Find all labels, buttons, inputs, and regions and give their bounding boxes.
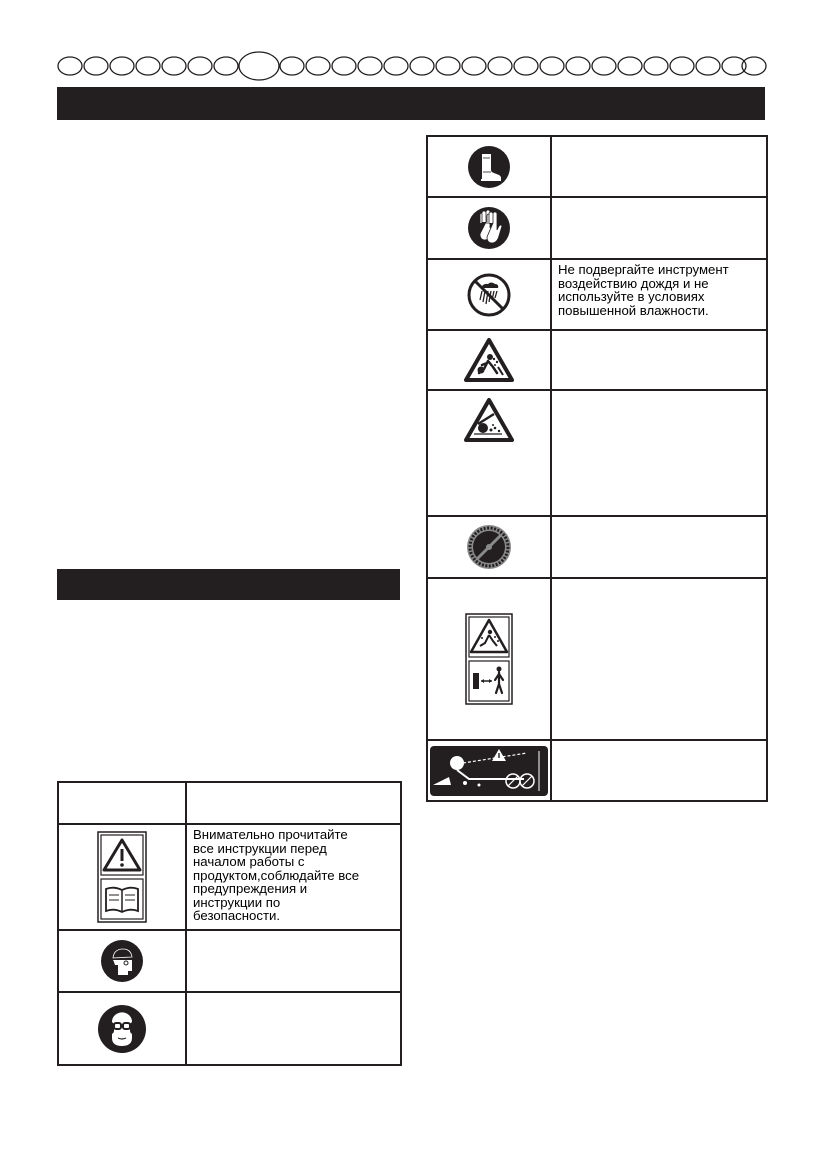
section-title-bar bbox=[57, 87, 765, 120]
table-row bbox=[427, 330, 767, 390]
symbol-cell bbox=[58, 930, 186, 992]
safety-boots-icon bbox=[467, 145, 511, 189]
description-cell bbox=[551, 197, 767, 259]
saw-blade-icon bbox=[466, 524, 512, 570]
page-tab bbox=[592, 57, 616, 75]
instruction-text bbox=[187, 825, 400, 923]
text-line: воздействию дождя и не bbox=[558, 275, 709, 291]
page-tab bbox=[462, 57, 486, 75]
description-cell bbox=[551, 390, 767, 516]
page-tab bbox=[618, 57, 642, 75]
blade-thrust-warning-label-icon bbox=[429, 745, 549, 797]
page-tab bbox=[644, 57, 668, 75]
page-tab bbox=[488, 57, 512, 75]
symbols-table-right bbox=[426, 135, 768, 802]
page-tab bbox=[540, 57, 564, 75]
text-line: Не подвергайте инструмент bbox=[558, 262, 729, 277]
page-tab bbox=[214, 57, 238, 75]
table-row bbox=[58, 824, 401, 930]
page-tab bbox=[110, 57, 134, 75]
page-tab bbox=[332, 57, 356, 75]
page-tab bbox=[514, 57, 538, 75]
description-cell bbox=[551, 578, 767, 740]
description-cell bbox=[551, 136, 767, 197]
instruction-text bbox=[552, 260, 766, 317]
header-description-cell bbox=[186, 782, 401, 824]
symbol-cell bbox=[427, 390, 551, 516]
text-line: Внимательно прочитайте bbox=[193, 827, 348, 842]
no-rain-icon bbox=[466, 272, 512, 318]
table-row bbox=[427, 136, 767, 197]
description-cell bbox=[186, 992, 401, 1065]
subsection-title-bar bbox=[57, 569, 400, 600]
table-row bbox=[427, 197, 767, 259]
thrown-objects-warning-icon bbox=[464, 337, 514, 383]
text-line: безопасности. bbox=[193, 908, 281, 923]
keep-bystanders-away-icon bbox=[465, 613, 513, 705]
eye-ear-protection-icon bbox=[97, 1004, 147, 1054]
description-cell bbox=[551, 740, 767, 801]
symbols-table-left bbox=[57, 781, 402, 1066]
symbol-cell bbox=[427, 516, 551, 578]
description-cell bbox=[551, 259, 767, 330]
text-line: инструкции по bbox=[193, 894, 281, 910]
page-tab bbox=[358, 57, 382, 75]
symbol-cell bbox=[427, 330, 551, 390]
table-row bbox=[427, 740, 767, 801]
page-tab bbox=[58, 57, 82, 75]
page-tab bbox=[188, 57, 212, 75]
ricochet-warning-icon bbox=[464, 397, 514, 443]
protective-gloves-icon bbox=[467, 206, 511, 250]
text-line: предупреждения и bbox=[193, 881, 308, 896]
description-cell bbox=[551, 330, 767, 390]
table-row bbox=[58, 992, 401, 1065]
table-row bbox=[427, 516, 767, 578]
page-tab bbox=[384, 57, 408, 75]
symbol-cell bbox=[58, 992, 186, 1065]
description-cell bbox=[186, 824, 401, 930]
page-tab bbox=[410, 57, 434, 75]
symbol-cell bbox=[427, 578, 551, 740]
symbol-cell bbox=[427, 197, 551, 259]
page-tab bbox=[280, 57, 304, 75]
page-tab bbox=[162, 57, 186, 75]
page-tab bbox=[670, 57, 694, 75]
header-symbol-cell bbox=[58, 782, 186, 824]
page-tab bbox=[306, 57, 330, 75]
page-tab bbox=[136, 57, 160, 75]
text-line: повышенной влажности. bbox=[558, 302, 709, 318]
page-tab-strip bbox=[56, 50, 768, 82]
text-line: началом работы с bbox=[193, 854, 305, 869]
text-line: продуктом,соблюдайте все bbox=[193, 867, 360, 883]
head-protection-icon bbox=[100, 939, 144, 983]
symbol-cell bbox=[427, 740, 551, 801]
page-tab bbox=[436, 57, 460, 75]
page-tab-active bbox=[239, 52, 279, 80]
page-tab bbox=[566, 57, 590, 75]
symbol-cell bbox=[427, 136, 551, 197]
description-cell bbox=[186, 930, 401, 992]
description-cell bbox=[551, 516, 767, 578]
table-row bbox=[427, 390, 767, 516]
page-tab bbox=[696, 57, 720, 75]
symbol-cell bbox=[58, 824, 186, 930]
table-row bbox=[58, 930, 401, 992]
read-manual-warning-icon bbox=[97, 831, 147, 923]
symbol-cell bbox=[427, 259, 551, 330]
text-line: используйте в условиях bbox=[558, 289, 705, 304]
text-line: все инструкции перед bbox=[193, 840, 327, 856]
table-row bbox=[427, 578, 767, 740]
table-header-row bbox=[58, 782, 401, 824]
table-row bbox=[427, 259, 767, 330]
page-tab bbox=[84, 57, 108, 75]
